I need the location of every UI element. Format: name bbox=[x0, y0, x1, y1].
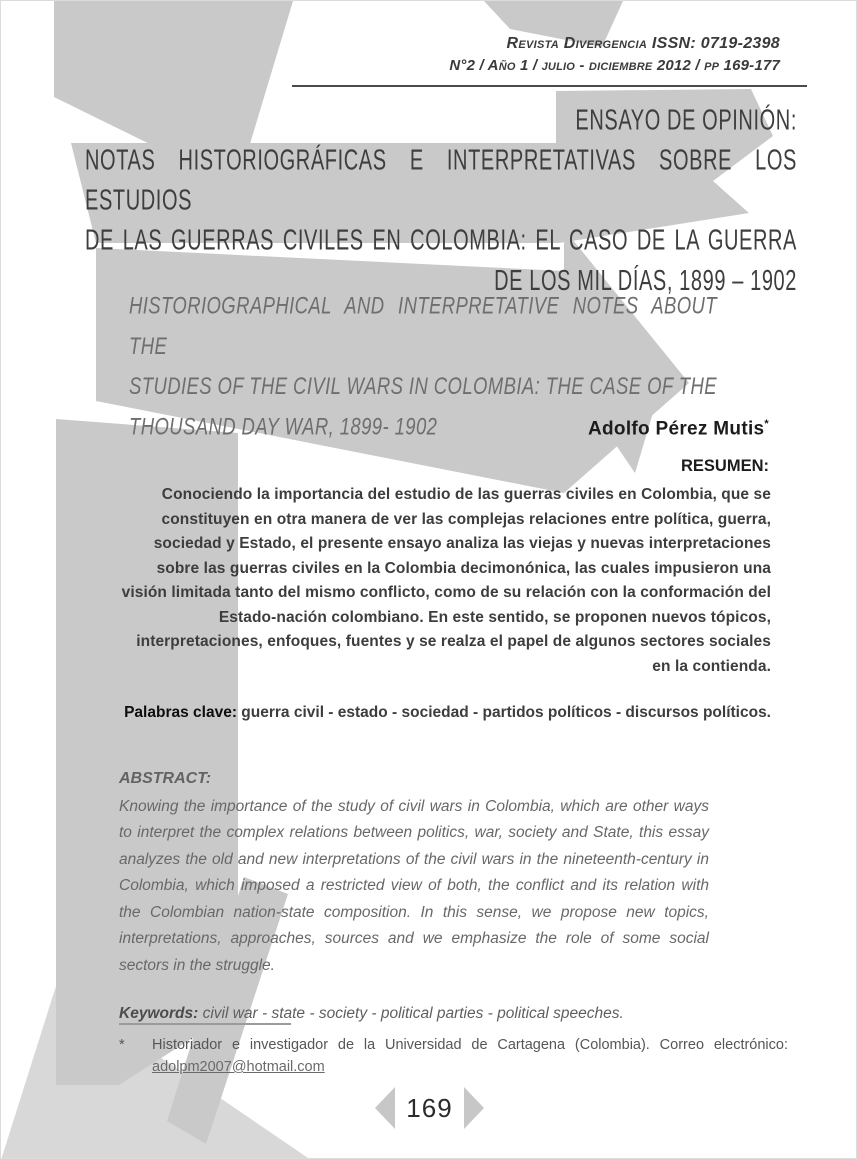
title-en-line: THOUSAND DAY WAR, 1899- 1902 bbox=[129, 412, 438, 440]
title-es-line: ENSAYO DE OPINIÓN: bbox=[575, 105, 797, 137]
author-name-text: Adolfo Pérez Mutis bbox=[587, 418, 765, 440]
article-title-es bbox=[85, 101, 797, 301]
page-arrow-right-icon bbox=[464, 1087, 484, 1129]
body-column bbox=[119, 483, 771, 1023]
journal-issue-line: N°2 / Año 1 / julio - diciembre 2012 / pp 169-177 bbox=[449, 57, 780, 74]
keywords-label: Keywords: bbox=[119, 1005, 199, 1022]
page-number-row bbox=[1, 1087, 857, 1129]
palabras-clave-label: Palabras clave: bbox=[124, 704, 237, 721]
author-footnote-marker: * bbox=[764, 418, 769, 430]
footnote-block bbox=[119, 1023, 788, 1078]
footnote-email-link[interactable]: adolpm2007@hotmail.com bbox=[152, 1059, 325, 1075]
footnote-rule bbox=[119, 1023, 291, 1025]
footnote-row bbox=[119, 1034, 788, 1078]
keywords-line bbox=[119, 1005, 771, 1023]
footnote-marker: * bbox=[119, 1037, 125, 1053]
title-en-line: HISTORIOGRAPHICAL AND INTERPRETATIVE NOTES ABOUT THE bbox=[129, 291, 717, 360]
keywords-text: civil war - state - society - political parties - political speeches. bbox=[202, 1005, 624, 1022]
title-es-line: DE LOS MIL DÍAS, 1899 – 1902 bbox=[494, 265, 797, 297]
abstract-paragraph: Knowing the importance of the study of civil wars in Colombia, which are other ways to interpret the complex relations between politics, war, society and State, this essay analyzes the old and new interpretations of the civil wars in the nineteenth-century in Colombia, which imposed a restricted view of both, the conflict and its relation with the Colombian nation-state composition. In this sense, we propose new topics, interpretations, approaches, sources and we emphasize the role of some social sectors in the struggle. bbox=[119, 797, 709, 974]
abstract-label: ABSTRACT: bbox=[119, 769, 212, 787]
resumen-label: RESUMEN: bbox=[680, 457, 769, 475]
title-es-line: NOTAS HISTORIOGRÁFICAS E INTERPRETATIVAS SOBRE LOS ESTUDIOS bbox=[85, 145, 797, 217]
page-number: 169 bbox=[406, 1092, 453, 1123]
page-arrow-left-icon bbox=[375, 1087, 395, 1129]
footnote-text bbox=[152, 1034, 788, 1078]
palabras-clave-line bbox=[119, 701, 771, 726]
resumen-paragraph: Conociendo la importancia del estudio de las guerras civiles en Colombia, que se constituyen en otra manera de ver las complejas relaciones entre política, guerra, sociedad y Estado, el presente ensayo analiza las viejas y nuevas interpretaciones sobre las guerras civiles en la Colombia decimonónica, las cuales impusieron una visión limitada tanto del mismo conflicto, como de su relación con la conformación del Estado-nación colombiano. En este sentido, se proponen nuevos tópicos, interpretaciones, enfoques, fuentes y se realza el papel de algunos sectores sociales en la contienda. bbox=[121, 486, 771, 675]
journal-issn-line: Revista Divergencia ISSN: 0719-2398 bbox=[506, 35, 780, 52]
palabras-clave-text: guerra civil - estado - sociedad - partidos políticos - discursos políticos. bbox=[241, 704, 771, 721]
header-rule bbox=[292, 85, 807, 87]
title-en-line: STUDIES OF THE CIVIL WARS IN COLOMBIA: THE CASE OF THE bbox=[129, 372, 717, 400]
author-name bbox=[588, 418, 769, 440]
journal-header bbox=[449, 35, 780, 74]
footnote-text-body: Historiador e investigador de la Universidad de Cartagena (Colombia). Correo electrónico: bbox=[152, 1037, 788, 1053]
title-es-line: DE LAS GUERRAS CIVILES EN COLOMBIA: EL CASO DE LA GUERRA bbox=[85, 225, 797, 257]
